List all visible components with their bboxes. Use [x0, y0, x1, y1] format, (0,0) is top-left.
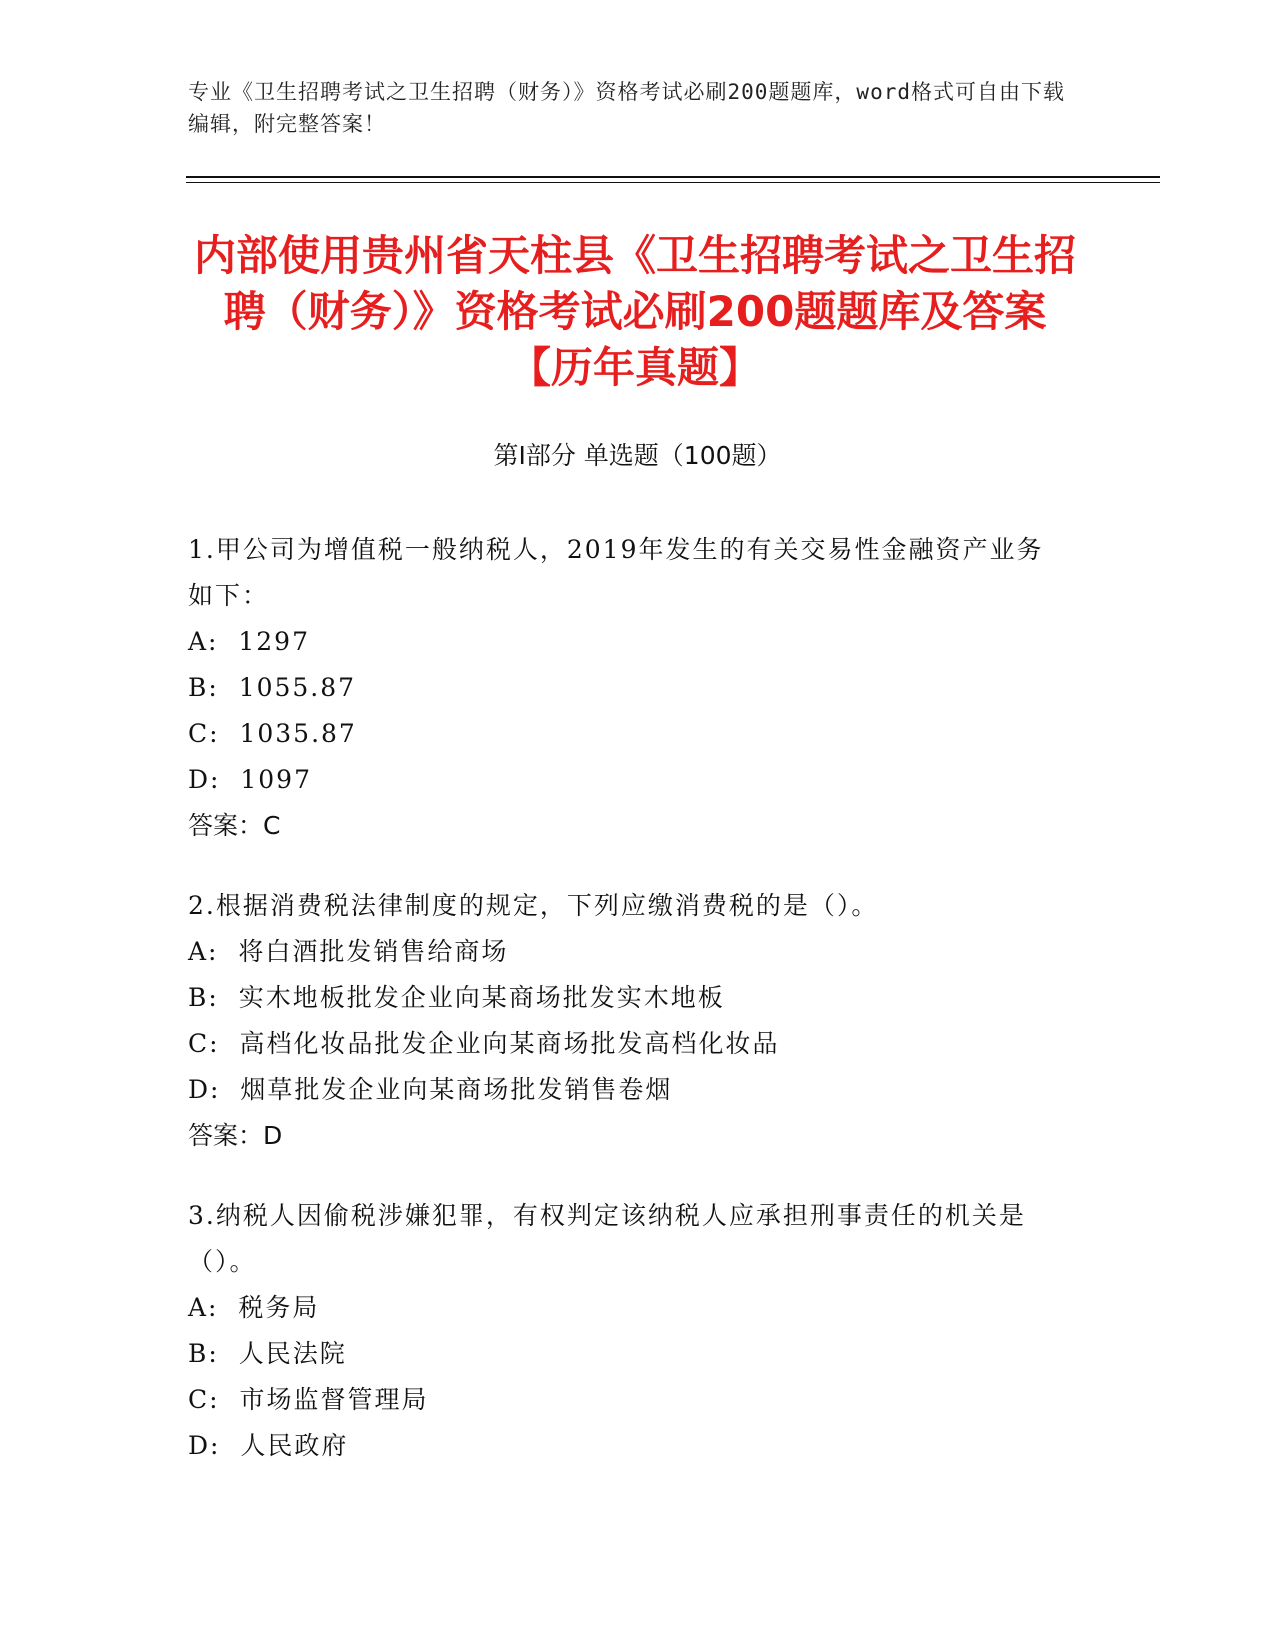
question-3	[188, 1193, 1068, 1469]
question-list	[188, 527, 1068, 1503]
answer: 答案：C	[188, 811, 281, 840]
option-b: B: 人民法院	[188, 1339, 347, 1368]
answer: 答案：D	[188, 1121, 283, 1150]
question-stem: 3.纳税人因偷税涉嫌犯罪，有权判定该纳税人应承担刑事责任的机关是（）。	[188, 1201, 1026, 1276]
option-a: A: 将白酒批发销售给商场	[188, 937, 509, 966]
option-a: A: 1297	[188, 627, 310, 656]
option-c: C: 高档化妆品批发企业向某商场批发高档化妆品	[188, 1029, 780, 1058]
question-2	[188, 883, 1068, 1159]
header-rule-thin	[186, 182, 1160, 183]
question-stem: 2.根据消费税法律制度的规定，下列应缴消费税的是（）。	[188, 891, 879, 920]
question-stem: 1.甲公司为增值税一般纳税人，2019年发生的有关交易性金融资产业务如下：	[188, 535, 1044, 610]
section-heading: 第I部分 单选题（100题）	[493, 441, 782, 470]
option-c: C: 市场监督管理局	[188, 1385, 429, 1414]
option-d: D: 1097	[188, 765, 312, 794]
option-c: C: 1035.87	[188, 719, 357, 748]
option-b: B: 1055.87	[188, 673, 357, 702]
option-d: D: 人民政府	[188, 1431, 349, 1460]
header-note: 专业《卫生招聘考试之卫生招聘（财务）》资格考试必刷200题题库，word格式可自由下载编辑，附完整答案！	[188, 80, 1065, 136]
option-d: D: 烟草批发企业向某商场批发销售卷烟	[188, 1075, 673, 1104]
option-b: B: 实木地板批发企业向某商场批发实木地板	[188, 983, 725, 1012]
question-1	[188, 527, 1068, 849]
header-rule-thick	[186, 176, 1160, 178]
document-title: 内部使用贵州省天柱县《卫生招聘考试之卫生招聘（财务）》资格考试必刷200题题库及答案【历年真题】	[193, 231, 1076, 392]
option-a: A: 税务局	[188, 1293, 320, 1322]
